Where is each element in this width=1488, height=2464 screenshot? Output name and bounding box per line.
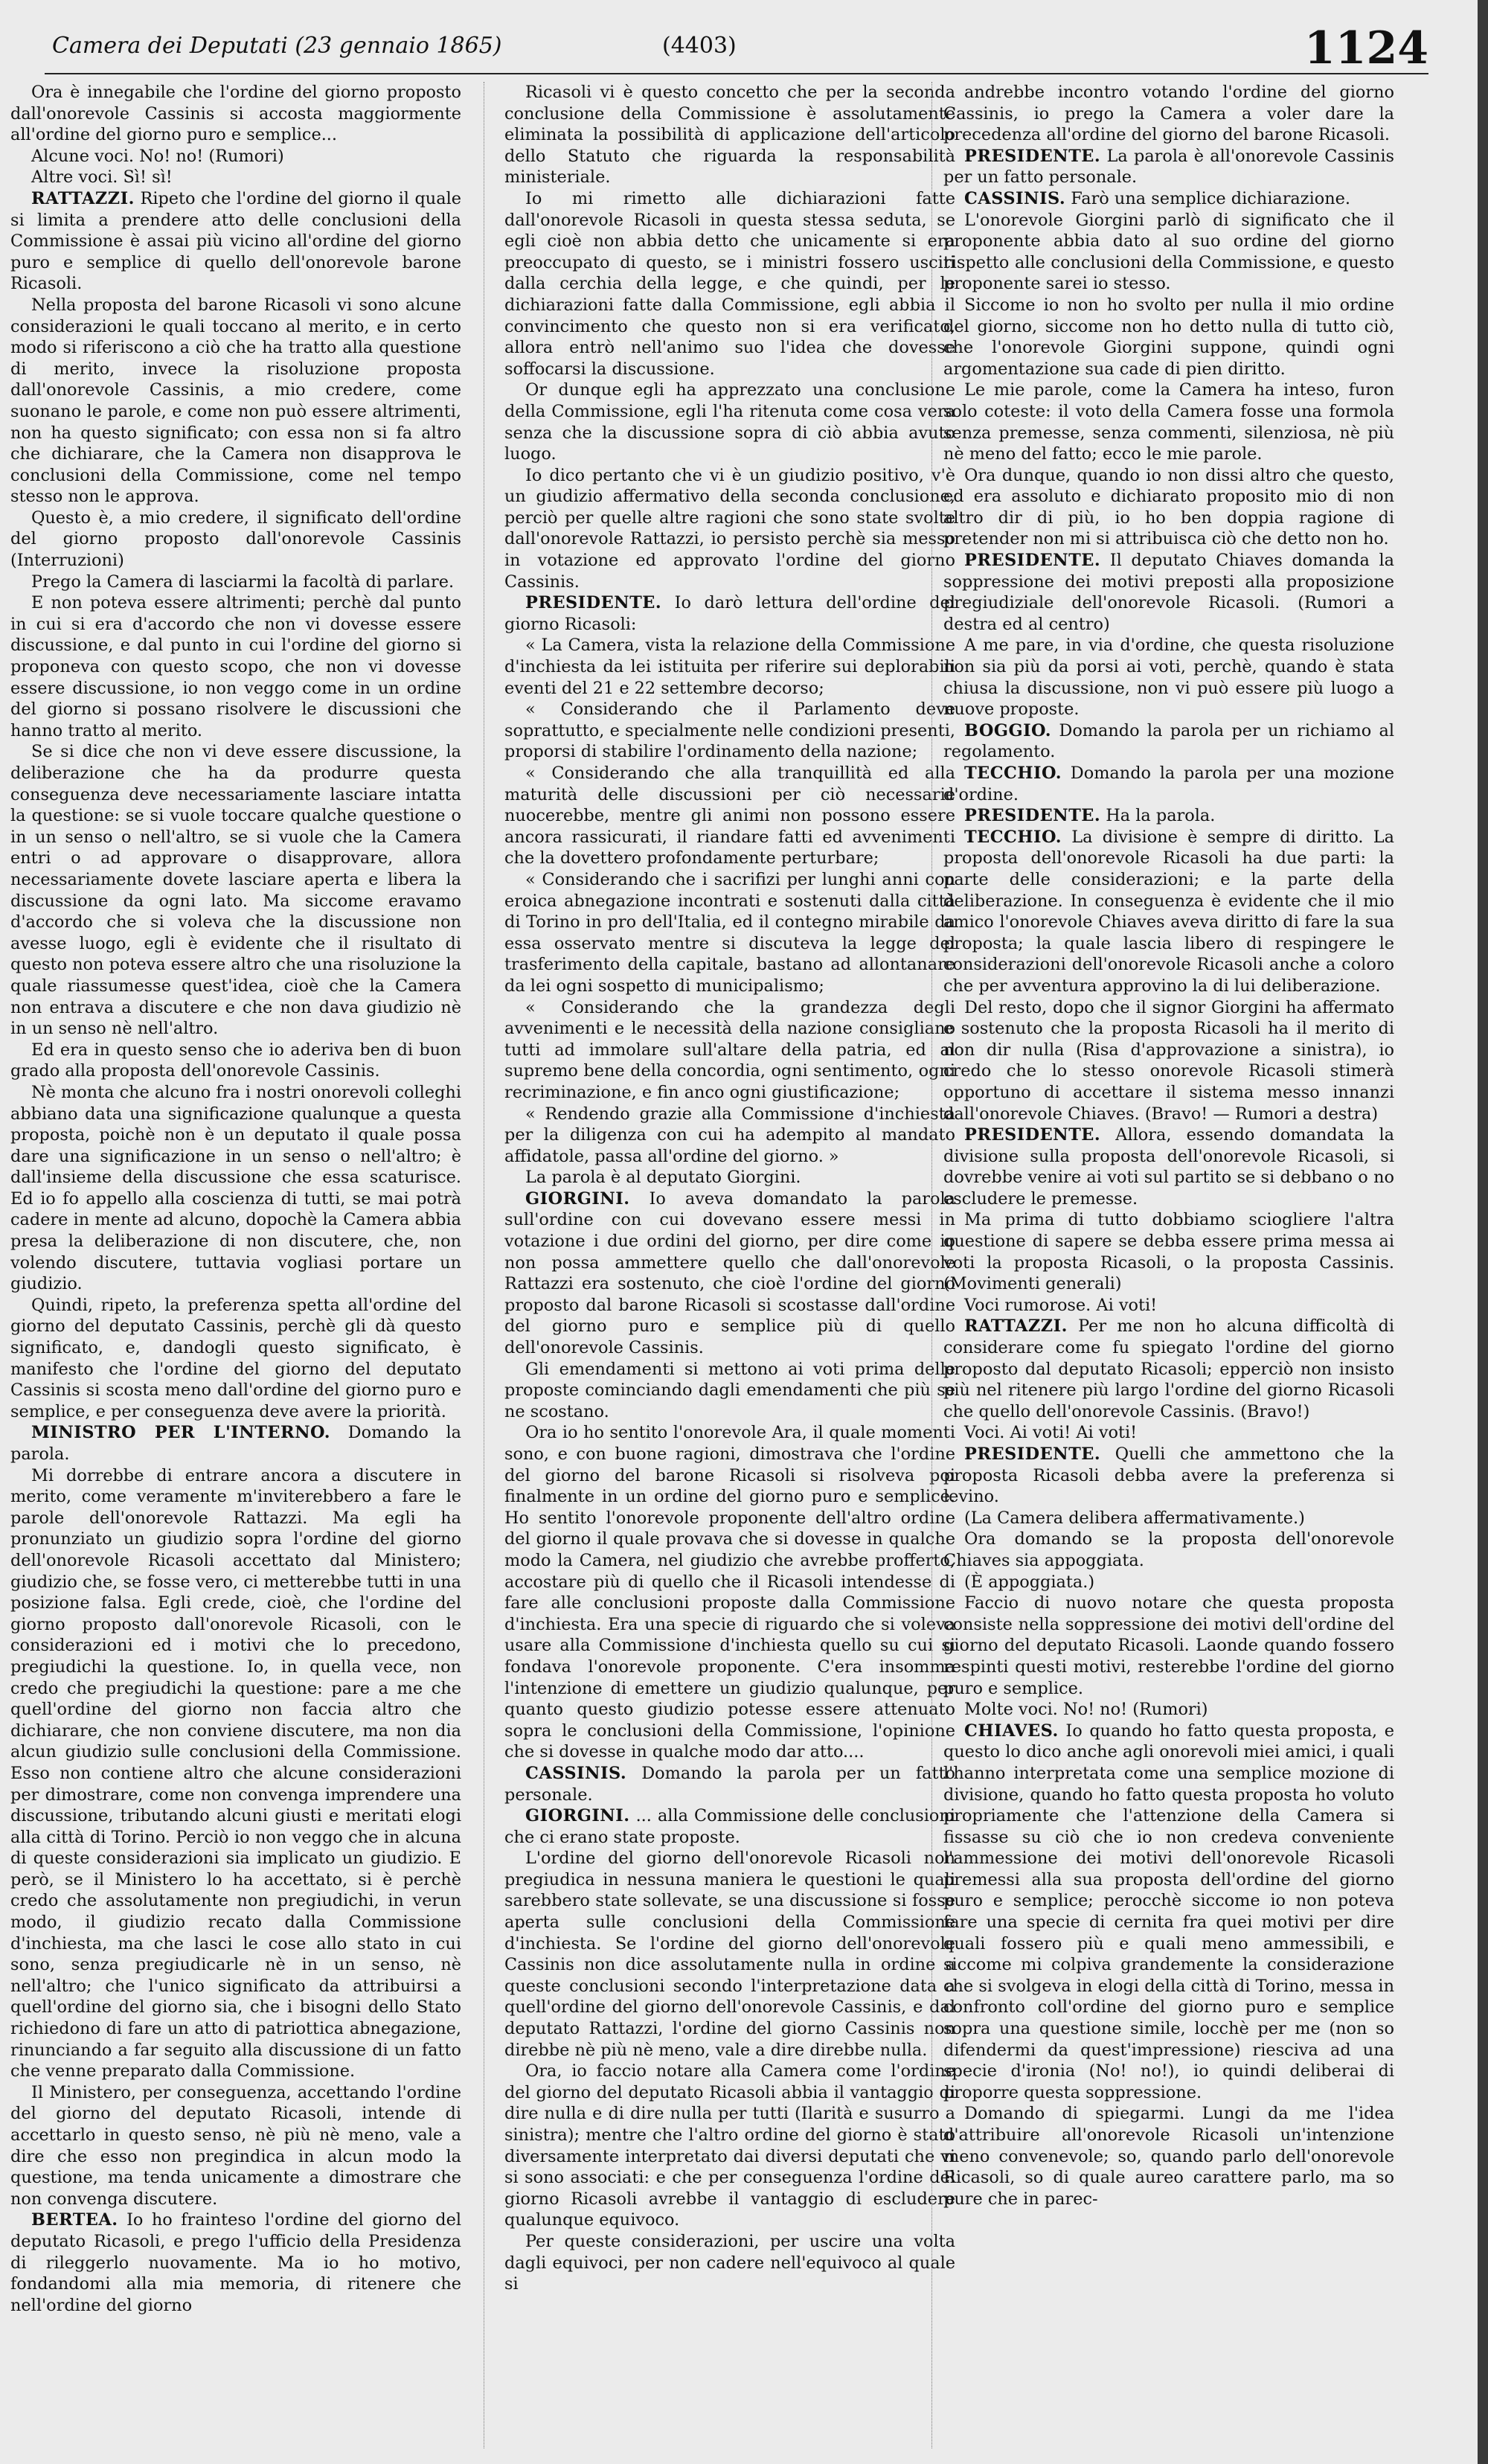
- paragraph: [943, 997, 1394, 1125]
- paragraph: [10, 508, 461, 572]
- paragraph: [10, 741, 461, 1039]
- paragraph-text: Voci rumorose. Ai voti!: [964, 1295, 1158, 1315]
- paragraph-text: Io darò lettura dell'ordine del giorno Ricasoli:: [504, 593, 955, 634]
- paragraph: [10, 2082, 461, 2210]
- speaker-name: PRESIDENTE.: [964, 146, 1101, 166]
- paragraph-text: Domando di spiegarmi. Lungi da me l'idea d'attribuire all'onorevole Ricasoli un'intenzione meno convenevole; so, quando parlo dell'onorevole Ricasoli, so di quale aureo carattere parlo, ma so pure che in parec-: [943, 2104, 1394, 2209]
- speaker-name: TECCHIO.: [964, 764, 1062, 783]
- paragraph: [504, 82, 955, 188]
- paragraph: [504, 1167, 955, 1188]
- speaker-name: GIORGINI.: [525, 1806, 630, 1826]
- speaker-name: BOGGIO.: [964, 720, 1052, 740]
- paragraph-text: Molte voci. No! no! (Rumori): [964, 1700, 1208, 1720]
- paragraph-text: Gli emendamenti si mettono ai voti prima delle proposte cominciando dagli emendamenti che più se ne scostano.: [504, 1359, 955, 1421]
- paragraph: [504, 380, 955, 464]
- paragraph-text: Ha la parola.: [1100, 806, 1216, 826]
- paragraph: [943, 1124, 1394, 1209]
- page-header: [45, 22, 1428, 74]
- speaker-name: TECCHIO.: [964, 827, 1062, 847]
- paragraph-text: Or dunque egli ha apprezzato una conclusione della Commissione, egli l'ha ritenuta come cosa vera senza che la discussione sopra di ciò abbia avuto luogo.: [504, 380, 955, 464]
- paragraph-text: « Considerando che i sacrifizi per lunghi anni con eroica abnegazione incontrati e sostenuti dalla città di Torino in pro dell'Italia, ed il contegno mirabile da essa osservato mentre si discuteva la legge del trasferimento della capitale, bastano ad allontanare da lei ogni sospetto di municipalismo;: [504, 869, 955, 996]
- paragraph-text: Questo è, a mio credere, il significato dell'ordine del giorno proposto dall'onorevole Cassinis (Interruzioni): [10, 508, 461, 571]
- paragraph: [943, 720, 1394, 763]
- paragraph: [504, 2231, 955, 2295]
- paragraph: [943, 805, 1394, 827]
- paragraph: [10, 295, 461, 508]
- paragraph: [10, 1295, 461, 1423]
- paragraph: [943, 1699, 1394, 1721]
- paragraph-text: « La Camera, vista la relazione della Commissione d'inchiesta da lei istituita per riferire sui deplorabili eventi del 21 e 22 settembre decorso;: [504, 636, 955, 698]
- column-1: [10, 82, 461, 2456]
- speaker-name: PRESIDENTE.: [964, 806, 1101, 826]
- paragraph-text: Mi dorrebbe di entrare ancora a discutere in merito, come veramente m'inviterebbero a fare le parole dell'onorevole Rattazzi. Ma egli ha pronunziato un giudizio sopra l'ordine del giorno dell'onorevole Ricasoli accettato dal Ministero; giudizio che, se fosse vero, ci metterebbe tutti in una posizione falsa. Egli crede, cioè, che l'ordine del giorno proposto dall'onorevole Ricasoli, con le considerazioni ed i motivi che lo precedono, pregiudichi la questione. Io, in quella vece, non credo che pregiudichi la questione: pare a me che quell'ordine del giorno non faccia altro che dichiarare, che non conviene discutere, ma non dia alcun giudizio sulle conclusioni della Commissione. Esso non contiene altro che alcune considerazioni per dimostrare, come non convenga imprendere una discussione, tributando alcuni giusti e meritati elogi alla città di Torino. Perciò io non veggo che in alcuna di queste considerazioni sia implicato un giudizio. E però, se il Ministero lo ha accettato, si è perchè credo che assolutamente non pregiudichi, in verun modo, il giudizio recato dalla Commissione d'inchiesta, ma che lasci le cose allo stato in cui sono, senza pregiudicarle nè in un senso, nè nell'altro; che l'unico significato da attribuirsi a quell'ordine del giorno sia, che i bisogni dello Stato richiedono di fare un atto di patriottica abnegazione, rinunciando a far seguito alla discussione di un fatto che venne preparato dalla Commissione.: [10, 1465, 461, 2081]
- paragraph: [943, 146, 1394, 188]
- paragraph-text: Quindi, ripeto, la preferenza spetta all'ordine del giorno del deputato Cassinis, perchè gli dà questo significato, e, dandogli questo significato, è manifesto che l'ordine del giorno del deputato Cassinis si scosta meno dall'ordine del giorno puro e semplice, e per conseguenza deve avere la priorità.: [10, 1295, 461, 1421]
- header-page-number: 1124: [1304, 22, 1428, 74]
- paragraph-text: Nella proposta del barone Ricasoli vi sono alcune considerazioni le quali toccano al merito, e in certo modo si riferiscono a ciò che ha tratto alla questione di merito, invece la risoluzione proposta dall'onorevole Cassinis, a mio credere, come suonano le parole, e come non può essere altrimenti, non ha questo significato; con essa non si fa altro che dichiarare, che la Camera non disapprova le conclusioni della Commissione, come nel tempo stesso non le approva.: [10, 295, 461, 507]
- paragraph: [504, 869, 955, 997]
- paragraph-text: Ora, io faccio notare alla Camera come l'ordine del giorno del deputato Ricasoli abbia il vantaggio di dire nulla e di dire nulla per tutti (Ilarità e susurro a sinistra); mentre che l'altro ordine del giorno è stato diversamente interpretato dai diversi deputati che vi si sono associati: e che per conseguenza l'ordine del giorno Ricasoli avrebbe il vantaggio di escludere qualunque equivoco.: [504, 2061, 955, 2230]
- paragraph-text: Ricasoli vi è questo concetto che per la seconda conclusione della Commissione è assolutamente eliminata la possibilità di applicazione dell'articolo dello Statuto che riguarda la responsabilità ministeriale.: [504, 83, 955, 188]
- paragraph: [943, 763, 1394, 805]
- speaker-name: BERTEA.: [31, 2210, 118, 2230]
- paragraph: [10, 2209, 461, 2316]
- paragraph-text: Domando la parola per una mozione d'ordine.: [943, 764, 1394, 804]
- paragraph-text: Allora, essendo domandata la divisione sulla proposta dell'onorevole Ricasoli, si dovrebbe venire ai voti sul partito se si debbano o no escludere le premesse.: [943, 1125, 1394, 1209]
- paragraph: [504, 635, 955, 699]
- column-2: [504, 82, 955, 2456]
- paragraph: [943, 635, 1394, 720]
- speaker-name: RATTAZZI.: [31, 188, 135, 208]
- paragraph-text: Il deputato Chiaves domanda la soppressione dei motivi preposti alla proposizione pregiudiziale dell'onorevole Ricasoli. (Rumori a destra ed al centro): [943, 551, 1394, 634]
- paragraph-text: Se si dice che non vi deve essere discussione, la deliberazione che ha da produrre questa conseguenza deve necessariamente lasciare intatta la questione: se si vuole toccare qualche questione o in un senso o nell'altro, se si vuole che la Camera entri o ad approvare o disapprovare, allora necessariamente dovete lasciare aperta e libera la discussione da ogni lato. Ma siccome eravamo d'accordo che si voleva che la discussione non avesse luogo, egli è evidente che il risultato di questo non poteva essere altro che una risoluzione la quale riassumesse quest'idea, cioè che la Camera non entrava a discutere e che non dava giudizio nè in un senso nè nell'altro.: [10, 742, 461, 1039]
- paragraph-text: ... alla Commissione delle conclusioni che ci erano state proposte.: [504, 1806, 955, 1847]
- speaker-name: PRESIDENTE.: [964, 1444, 1101, 1464]
- paragraph-text: Domando la parola per un richiamo al regolamento.: [943, 720, 1394, 762]
- speaker-name: RATTAZZI.: [964, 1316, 1068, 1337]
- paragraph: [943, 1593, 1394, 1699]
- paragraph-text: Ora dunque, quando io non dissi altro che questo, ed era assoluto e dichiarato proposito mio di non altro dir di più, io ho ben doppia ragione di pretender non mi si attribuisca ciò che detto non ho.: [943, 465, 1394, 549]
- paragraph: [943, 2103, 1394, 2209]
- paragraph-text: « Considerando che il Parlamento deve soprattutto, e specialmente nelle condizioni presenti, proporsi di stabilire l'ordinamento della nazione;: [504, 700, 955, 762]
- speaker-name: GIORGINI.: [525, 1188, 630, 1209]
- paragraph-text: A me pare, in via d'ordine, che questa risoluzione non sia più da porsi ai voti, perchè, quando è stata chiusa la discussione, non vi può essere più luogo a nuove proposte.: [943, 636, 1394, 720]
- paragraph-text: L'onorevole Giorgini parlò di significato che il proponente abbia dato al suo ordine del giorno rispetto alle conclusioni della Commissione, e questo proponente sarei io stesso.: [943, 210, 1394, 294]
- header-chamber-date: Camera dei Deputati (23 gennaio 1865): [52, 33, 502, 59]
- paragraph-text: La divisione è sempre di diritto. La proposta dell'onorevole Ricasoli ha due parti: la parte delle considerazioni; e la parte della deliberazione. In conseguenza è evidente che il mio amico l'onorevole Chiaves aveva diritto di fare la sua proposta; la quale lascia libero di respingere le considerazioni dell'onorevole Ricasoli anche a coloro che per avventura approvino la di lui deliberazione.: [943, 827, 1394, 996]
- paragraph-text: Io mi rimetto alle dichiarazioni fatte dall'onorevole Ricasoli in questa stessa seduta, se egli cioè non abbia detto che unicamente si era preoccupato di questo, se i ministri fossero usciti dalla cerchia della legge, e che quindi, per le dichiarazioni fatte dalla Commissione, egli abbia il convincimento che questo non si era verificato, allora entrò nell'animo suo l'idea che dovesse soffocarsi la discussione.: [504, 188, 955, 379]
- paragraph-text: Per queste considerazioni, per uscire una volta dagli equivoci, per non cadere nell'equivoco al quale si: [504, 2231, 955, 2294]
- paragraph: [504, 1104, 955, 1168]
- paragraph: [504, 997, 955, 1104]
- paragraph: [943, 1209, 1394, 1294]
- paragraph-text: « Considerando che alla tranquillità ed alla maturità delle discussioni per ciò necessarie nuocerebbe, mentre gli animi non possono essere ancora rassicurati, il riandare fatti ed avvenimenti che la dovettero profondamente perturbare;: [504, 764, 955, 868]
- paragraph: [10, 188, 461, 295]
- paragraph-text: Quelli che ammettono che la proposta Ricasoli debba avere la preferenza si levino.: [943, 1444, 1394, 1507]
- paragraph: [943, 188, 1394, 210]
- speaker-name: MINISTRO PER L'INTERNO.: [31, 1423, 331, 1443]
- header-rule: [45, 73, 1428, 74]
- paragraph: [943, 1316, 1394, 1422]
- paragraph-text: Ed era in questo senso che io aderiva ben di buon grado alla proposta dell'onorevole Cassinis.: [10, 1040, 461, 1081]
- paragraph-text: Voci. Ai voti! Ai voti!: [964, 1423, 1138, 1443]
- paragraph: [943, 82, 1394, 146]
- paragraph: [504, 465, 955, 593]
- header-page-ref: (4403): [662, 33, 737, 59]
- paragraph: [10, 1465, 461, 2082]
- column-3: [943, 82, 1394, 2456]
- paragraph-text: L'ordine del giorno dell'onorevole Ricasoli non pregiudica in nessuna maniera le questioni le quali sarebbero state sollevate, se una discussione si fosse aperta sulle conclusioni della Commissione d'inchiesta. Se l'ordine del giorno dell'onorevole Cassinis non dice assolutamente nulla in ordine a queste conclusioni secondo l'interpretazione data a quell'ordine del giorno dell'onorevole Cassinis, e dal deputato Rattazzi, l'ordine del giorno Cassinis non direbbe nè più nè meno, vale a dire direbbe nulla.: [504, 1849, 955, 2060]
- paragraph: [10, 1082, 461, 1295]
- paragraph-text: Io dico pertanto che vi è un giudizio positivo, v'è un giudizio affermativo della seconda conclusione, perciò per quelle altre ragioni che sono state svolte dall'onorevole Rattazzi, io persisto perchè sia messo in votazione ed approvato l'ordine del giorno Cassinis.: [504, 465, 955, 592]
- paragraph-text: Il Ministero, per conseguenza, accettando l'ordine del giorno del deputato Ricasoli, intende di accettarlo in questo senso, nè più nè meno, vale a dire che esso non pregindica in alcun modo la questione, ma tenda unicamente a dimostrare che non convenga discutere.: [10, 2082, 461, 2209]
- paragraph-text: andrebbe incontro votando l'ordine del giorno Cassinis, io prego la Camera a voler dare la precedenza all'ordine del giorno del barone Ricasoli.: [943, 83, 1394, 145]
- paragraph: [504, 592, 955, 635]
- paragraph-text: Prego la Camera di lasciarmi la facoltà di parlare.: [31, 572, 455, 592]
- paragraph: [504, 1422, 955, 1763]
- paragraph-text: Ora è innegabile che l'ordine del giorno proposto dall'onorevole Cassinis si accosta maggiormente all'ordine del giorno puro e semplice...: [10, 83, 461, 145]
- paragraph-text: Io aveva domandato la parola sull'ordine con cui dovevano essere messi in votazione i due ordini del giorno, per dire come io non possa ammettere quello che dall'onorevole Rattazzi era sostenuto, che cioè l'ordine del giorno proposto dal barone Ricasoli si scostasse dall'ordine del giorno puro e semplice più di quello dell'onorevole Cassinis.: [504, 1188, 955, 1358]
- paragraph-text: Domando la parola.: [10, 1423, 461, 1464]
- paragraph: [943, 210, 1394, 295]
- paragraph: [943, 380, 1394, 464]
- paragraph-text: Del resto, dopo che il signor Giorgini ha affermato e sostenuto che la proposta Ricasoli ha il merito di non dir nulla (Risa d'approvazione a sinistra), io credo che lo stesso onorevole Ricasoli stimerà opportuno di accettare il sistema messo innanzi dall'onorevole Chiaves. (Bravo! — Rumori a destra): [943, 997, 1394, 1124]
- paragraph: [943, 1444, 1394, 1508]
- paragraph: [10, 1422, 461, 1465]
- paragraph: [943, 1529, 1394, 1571]
- paragraph: [10, 572, 461, 593]
- paragraph: [10, 592, 461, 741]
- paragraph-text: Ora io ho sentito l'onorevole Ara, il quale momenti sono, e con buone ragioni, dimostrava che l'ordine del giorno del barone Ricasoli si risolveva poi finalmente in un ordine del giorno puro e semplice. Ho sentito l'onorevole proponente dell'altro ordine del giorno il quale provava che si dovesse in qualche modo la Camera, nel giudizio che avrebbe profferto, accostare più di quello che il Ricasoli intendesse di fare alle conclusioni proposte dalla Commissione d'inchiesta. Era una specie di riguardo che si voleva usare alla Commissione d'inchiesta quello su cui si fondava l'onorevole proponente. C'era insomma l'intenzione di emettere un giudizio qualunque, per quanto questo giudizio potesse essere attenuato sopra le conclusioni della Commissione, l'opinione che si dovesse in qualche modo dar atto....: [504, 1423, 955, 1762]
- paragraph-text: « Rendendo grazie alla Commissione d'inchiesta per la diligenza con cui ha adempito al mandato affidatole, passa all'ordine del giorno. »: [504, 1104, 955, 1166]
- paragraph-text: E non poteva essere altrimenti; perchè dal punto in cui si era d'accordo che non vi dovesse essere discussione, e dal punto in cui l'ordine del giorno si proponeva con questo scopo, che non vi dovesse essere discussione, io non veggo come in un ordine del giorno si possano risolvere le discussioni che hanno tratto al merito.: [10, 593, 461, 740]
- paragraph: [10, 167, 461, 188]
- paragraph-text: Io quando ho fatto questa proposta, e questo lo dico anche agli onorevoli miei amici, i quali l'hanno interpretata come una semplice mozione di divisione, quando ho fatto questa proposta ho voluto propriamente che l'attenzione della Camera si fissasse su ciò che io non credeva conveniente l'ammessione dei motivi dell'onorevole Ricasoli premessi alla sua proposta dell'ordine del giorno puro e semplice; perocchè siccome io non poteva fare una specie di cernita fra quei motivi per dire quali fossero più e quali meno ammessibili, e siccome mi colpiva grandemente la considerazione che si svolgeva in elogi della città di Torino, messa in confronto coll'ordine del giorno puro e semplice sopra una questione simile, locchè per me (non so difendermi da quest'impressione) riesciva ad una specie d'ironia (No! no!), io quindi deliberai di proporre questa soppressione.: [943, 1721, 1394, 2102]
- paragraph: [943, 1295, 1394, 1316]
- paragraph-text: Ora domando se la proposta dell'onorevole Chiaves sia appoggiata.: [943, 1529, 1394, 1570]
- paragraph-text: (È appoggiata.): [964, 1572, 1095, 1592]
- paragraph: [504, 699, 955, 763]
- column-separator: [931, 82, 932, 2448]
- paragraph: [504, 188, 955, 380]
- paragraph-text: Altre voci. Sì! sì!: [31, 167, 173, 188]
- paragraph: [504, 2061, 955, 2231]
- paragraph: [943, 1572, 1394, 1593]
- paragraph: [943, 295, 1394, 380]
- speaker-name: PRESIDENTE.: [525, 593, 662, 613]
- paragraph-text: Alcune voci. No! no! (Rumori): [31, 146, 284, 166]
- paragraph-text: « Considerando che la grandezza degli avvenimenti e le necessità della nazione consigliano tutti ad immolare sull'altare della patria, ed al supremo bene della concordia, ogni sentimento, ogni recriminazione, e fin anco ogni giustificazione;: [504, 997, 955, 1102]
- paragraph: [10, 1040, 461, 1082]
- paragraph: [10, 146, 461, 167]
- paragraph: [943, 1508, 1394, 1529]
- paragraph: [504, 1359, 955, 1423]
- paragraph-text: (La Camera delibera affermativamente.): [964, 1508, 1305, 1528]
- paragraph: [943, 550, 1394, 635]
- paragraph: [504, 763, 955, 869]
- paragraph-text: Ma prima di tutto dobbiamo sciogliere l'altra questione di sapere se debba essere prima messa ai voti la proposta Ricasoli, o la proposta Cassinis. (Movimenti generali): [943, 1210, 1394, 1294]
- paragraph-text: Ripeto che l'ordine del giorno il quale si limita a prendere atto delle conclusioni della Commissione è assai più vicino all'ordine del giorno puro e semplice di quello dell'onorevole barone Ricasoli.: [10, 188, 461, 294]
- paragraph-text: Nè monta che alcuno fra i nostri onorevoli colleghi abbiano data una significazione qualunque a questa proposta, poichè non è un deputato il quale possa dare una significazione in un senso o nell'altro; è dall'insieme della discussione che essa scaturisce. Ed io fo appello alla coscienza di tutti, se mai potrà cadere in mente ad alcuno, dopochè la Camera abbia presa la deliberazione di non discutere, che, non volendo discutere, tuttavia vogliasi portare un giudizio.: [10, 1082, 461, 1294]
- paragraph: [504, 1848, 955, 2061]
- paragraph-text: La parola è al deputato Giorgini.: [525, 1168, 801, 1188]
- speaker-name: PRESIDENTE.: [964, 1125, 1101, 1145]
- speaker-name: PRESIDENTE.: [964, 551, 1101, 571]
- paragraph-text: Siccome io non ho svolto per nulla il mio ordine del giorno, siccome non ho detto nulla di tutto ciò, che l'onorevole Giorgini suppone, quindi ogni argomentazione sua cade di pien diritto.: [943, 295, 1394, 379]
- paragraph: [943, 465, 1394, 550]
- paragraph: [943, 827, 1394, 997]
- paragraph-text: Le mie parole, come la Camera ha inteso, furon solo coteste: il voto della Camera fosse una formola senza premesse, senza commenti, silenziosa, nè più nè meno del fatto; ecco le mie parole.: [943, 380, 1394, 464]
- speaker-name: CASSINIS.: [525, 1763, 627, 1783]
- speaker-name: CASSINIS.: [964, 188, 1066, 208]
- paragraph-text: La parola è all'onorevole Cassinis per un fatto personale.: [943, 146, 1394, 188]
- paragraph: [943, 1721, 1394, 2104]
- paragraph: [504, 1763, 955, 1805]
- paragraph: [10, 82, 461, 146]
- paragraph-text: Farò una semplice dichiarazione.: [1065, 188, 1350, 208]
- paragraph-text: Per me non ho alcuna difficoltà di considerare come fu spiegato l'ordine del giorno proposto dal deputato Ricasoli; epperciò non insisto più nel ritenere più largo l'ordine del giorno Ricasoli che quello dell'onorevole Cassinis. (Bravo!): [943, 1316, 1394, 1421]
- paragraph: [504, 1188, 955, 1359]
- paragraph-text: Io ho frainteso l'ordine del giorno del deputato Ricasoli, e prego l'ufficio della Presidenza di rileggerlo nuovamente. Ma io ho motivo, fondandomi alla mia memoria, di ritenere che nell'ordine del giorno: [10, 2210, 461, 2315]
- paragraph-text: Domando la parola per un fatto personale.: [504, 1763, 955, 1805]
- paragraph: [943, 1422, 1394, 1444]
- paragraph-text: Faccio di nuovo notare che questa proposta consiste nella soppressione dei motivi dell'ordine del giorno del deputato Ricasoli. Laonde quando fossero respinti questi motivi, resterebbe l'ordine del giorno puro e semplice.: [943, 1593, 1394, 1698]
- speaker-name: CHIAVES.: [964, 1721, 1059, 1741]
- paragraph: [504, 1805, 955, 1848]
